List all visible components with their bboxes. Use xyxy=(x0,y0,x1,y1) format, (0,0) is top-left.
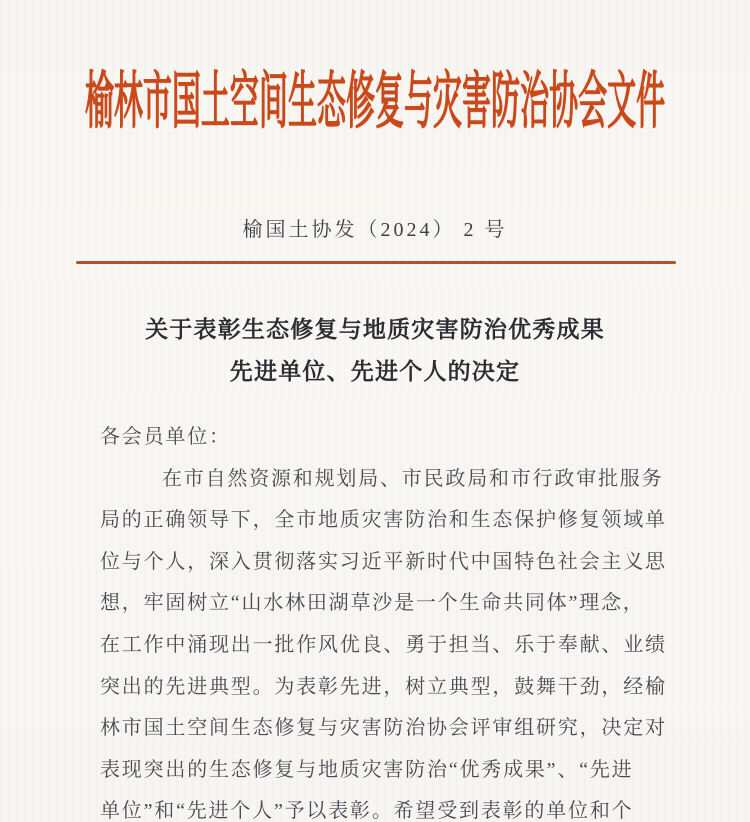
document-body xyxy=(100,417,680,822)
body-line: 在市自然资源和规划局、市民政局和市行政审批服务 xyxy=(162,467,664,490)
body-line: 在工作中涌现出一批作风优良、勇于担当、乐于奉献、业绩 xyxy=(100,633,667,656)
document-title xyxy=(0,309,750,393)
body-line: 想，牢固树立“山水林田湖草沙是一个生命共同体”理念， xyxy=(100,592,645,615)
document-reference-number: 榆国土协发（2024） 2 号 xyxy=(242,219,508,241)
body-line: 表现突出的生态修复与地质灾害防治“优秀成果”、“先进 xyxy=(100,758,634,781)
letterhead-org-title: 榆林市国土空间生态修复与灾害防治协会文件 xyxy=(84,68,666,136)
document-title-line-1: 关于表彰生态修复与地质灾害防治优秀成果 xyxy=(145,317,605,342)
body-line: 单位”和“先进个人”予以表彰。希望受到表彰的单位和个 xyxy=(100,800,634,822)
document-title-line-2: 先进单位、先进个人的决定 xyxy=(229,359,521,384)
body-line: 位与个人，深入贯彻落实习近平新时代中国特色社会主义思 xyxy=(100,550,667,573)
body-line: 林市国土空间生态修复与灾害防治协会评审组研究，决定对 xyxy=(100,717,667,740)
body-line: 局的正确领导下，全市地质灾害防治和生态保护修复领域单 xyxy=(100,509,667,532)
red-divider-rule xyxy=(76,261,676,264)
salutation-line: 各会员单位： xyxy=(100,426,231,448)
body-line: 突出的先进典型。为表彰先进，树立典型，鼓舞干劲，经榆 xyxy=(100,675,667,698)
